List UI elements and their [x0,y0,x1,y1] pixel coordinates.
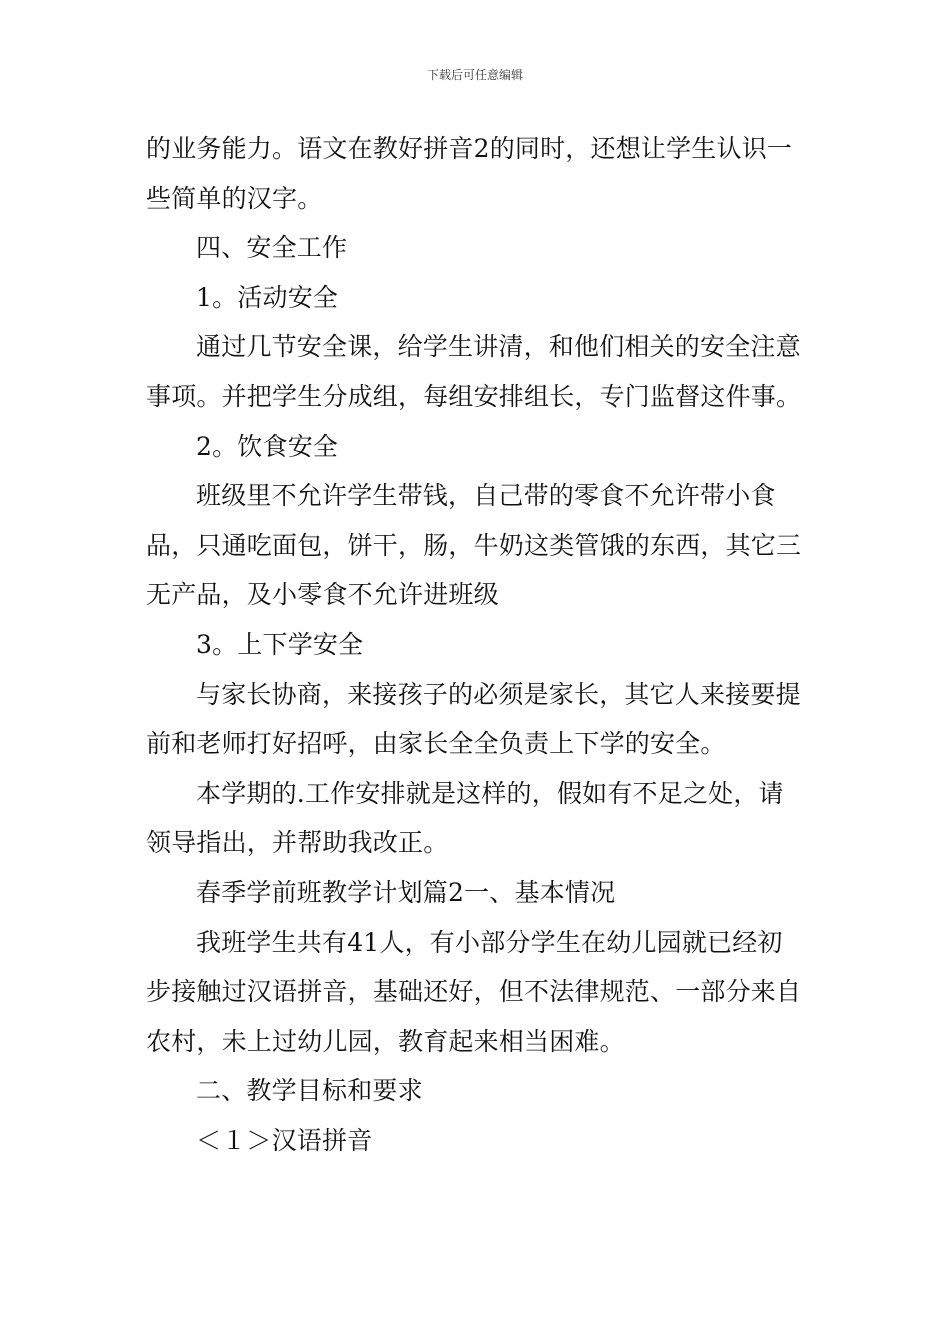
paragraph-commute-safety: 与家长协商，来接孩子的必须是家长，其它人来接要提前和老师打好招呼，由家长全全负责上下学的安全。 [146,679,801,759]
paragraph-basic-situation: 我班学生共有41人，有小部分学生在幼儿园就已经初步接触过汉语拼音，基础还好，但不法律规范、一部分来自农村，未上过幼儿园，教育起来相当困难。 [146,927,802,1056]
subheading-activity-safety: 1。活动安全 [196,282,339,312]
document-body [146,124,806,1165]
subheading-commute-safety: 3。上下学安全 [196,629,364,659]
paragraph-activity-safety: 通过几节安全课，给学生讲清，和他们相关的安全注意事项。并把学生分成组，每组安排组长，专门监督这件事。 [146,332,802,411]
subheading-pinyin: ＜１＞汉语拼音 [196,1125,373,1155]
heading-plan-2: 春季学前班教学计划篇2一、基本情况 [196,877,616,907]
paragraph-closing: 本学期的.工作安排就是这样的，假如有不足之处，请领导指出，并帮助我改正。 [146,778,784,858]
subheading-food-safety: 2。饮食安全 [196,431,339,461]
heading-teaching-goals: 二、教学目标和要求 [196,1076,423,1106]
paragraph-food-safety: 班级里不允许学生带钱，自己带的零食不允许带小食品，只通吃面包，饼干，肠，牛奶这类管饿的东西，其它三无产品，及小零食不允许进班级 [146,481,802,610]
page-header: 下载后可任意编辑 [426,68,523,82]
paragraph-1: 的业务能力。语文在教好拼音2的同时，还想让学生认识一些简单的汉字。 [146,134,793,213]
heading-safety-work: 四、安全工作 [196,233,348,263]
